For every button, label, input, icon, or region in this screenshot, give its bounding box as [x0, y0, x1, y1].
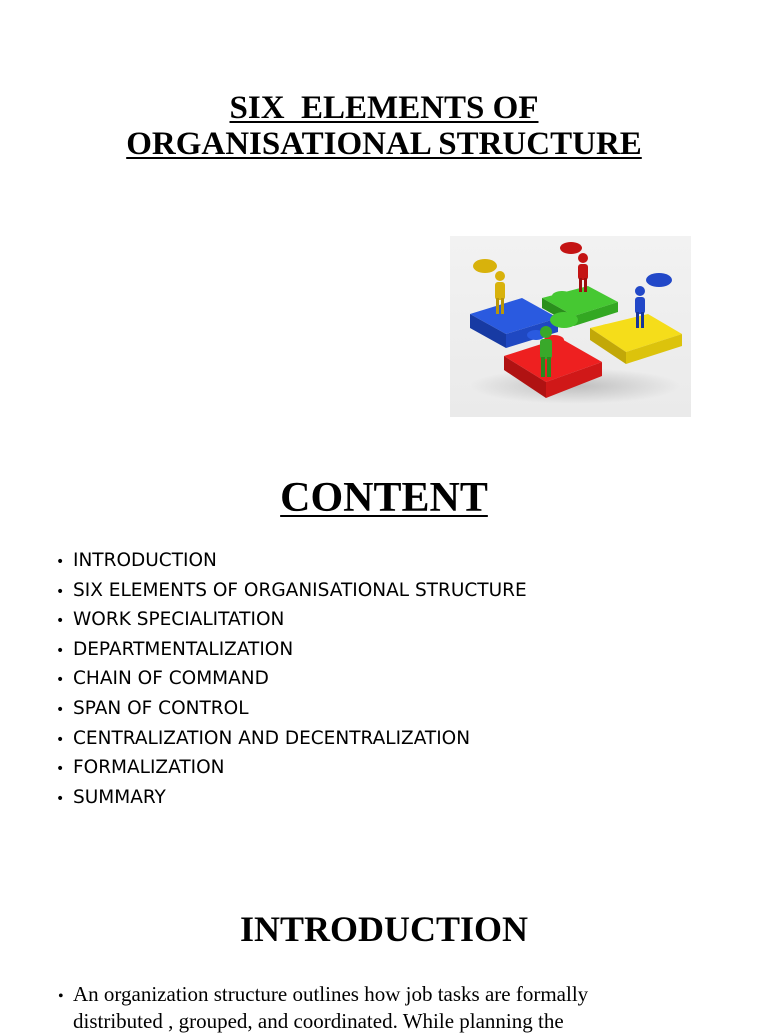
list-item [56, 546, 527, 576]
bullet-icon: • [56, 642, 65, 659]
introduction-line-1 [58, 982, 698, 1009]
introduction-heading: INTRODUCTION [239, 909, 529, 949]
list-item-label: INTRODUCTION [73, 550, 217, 571]
bullet-icon: • [56, 790, 65, 807]
list-item-label: WORK SPECIALITATION [73, 609, 285, 631]
list-item [56, 783, 527, 813]
list-item [56, 635, 527, 665]
list-item-label: CENTRALIZATION AND DECENTRALIZATION [73, 727, 471, 749]
bullet-icon: • [56, 672, 65, 689]
introduction-line-1-text: An organization structure outlines how job tasks are formally [73, 982, 589, 1006]
title-line-2: ORGANISATIONAL STRUCTURE [126, 126, 642, 162]
list-item-label: SUMMARY [73, 786, 166, 808]
list-item-label: SPAN OF CONTROL [73, 697, 249, 719]
content-heading [0, 474, 768, 522]
list-item [56, 694, 527, 724]
bullet-icon: • [58, 988, 64, 1005]
bullet-icon: • [56, 701, 65, 718]
bullet-icon: • [56, 731, 65, 748]
list-item [56, 753, 527, 783]
puzzle-people-icon [450, 236, 691, 417]
list-item-label: DEPARTMENTALIZATION [73, 638, 294, 660]
list-item-label: SIX ELEMENTS OF ORGANISATIONAL STRUCTURE [73, 579, 527, 601]
content-heading-text: CONTENT [280, 475, 488, 521]
list-item-label: FORMALIZATION [73, 757, 225, 779]
bullet-icon: • [56, 613, 65, 630]
list-item [56, 724, 527, 754]
list-item-label: CHAIN OF COMMAND [73, 668, 269, 690]
slide-title [0, 90, 768, 162]
bullet-icon: • [56, 761, 65, 778]
puzzle-people-image [450, 236, 691, 417]
list-item [56, 576, 527, 606]
list-item [56, 605, 527, 635]
title-line-1: SIX ELEMENTS OF [229, 90, 539, 126]
introduction-line-2: distributed , grouped, and coordinated. While planning the [73, 1009, 564, 1033]
content-list [56, 546, 527, 812]
list-item [56, 664, 527, 694]
bullet-icon: • [56, 554, 65, 570]
bullet-icon: • [56, 583, 65, 600]
introduction-paragraph [58, 982, 698, 1034]
